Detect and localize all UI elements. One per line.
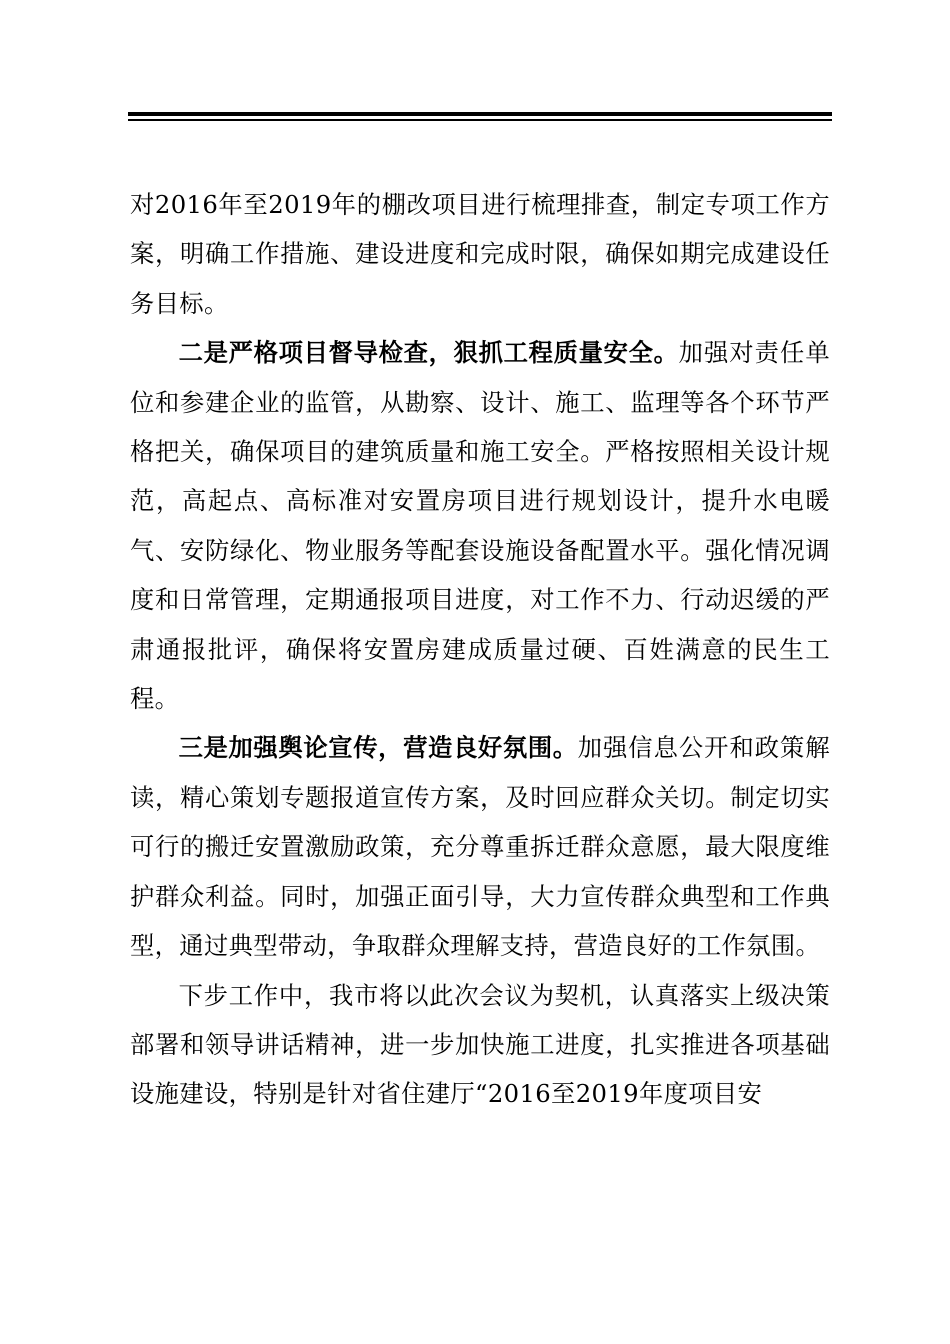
paragraph-text: 加强信息公开和政策解读，精心策划专题报道宣传方案，及时回应群众关切。制定切实可行的搬迁安置激励政策，充分尊重拆迁群众意愿，最大限度维护群众利益。同时，加强正面引导，大力宣传群众典型和工作典型，通过典型带动，争取群众理解支持，营造良好的工作氛围。 bbox=[130, 733, 830, 961]
paragraph-publicity bbox=[130, 723, 830, 970]
header-rule-thick bbox=[128, 112, 832, 116]
paragraph-text: 对2016年至2019年的棚改项目进行梳理排查，制定专项工作方案，明确工作措施、建设进度和完成时限，确保如期完成建设任务目标。 bbox=[130, 190, 830, 318]
paragraph-lead-heading: 三是加强舆论宣传，营造良好氛围。 bbox=[178, 733, 578, 763]
paragraph-text: 加强对责任单位和参建企业的监管，从勘察、设计、施工、监理等各个环节严格把关，确保项目的建筑质量和施工安全。严格按照相关设计规范，高起点、高标准对安置房项目进行规划设计，提升水电暖气、安防绿化、物业服务等配套设施设备配置水平。强化情况调度和日常管理，定期通报项目进度，对工作不力、行动迟缓的严肃通报批评，确保将安置房建成质量过硬、百姓满意的民生工程。 bbox=[130, 338, 830, 714]
paragraph-next-steps bbox=[130, 971, 830, 1119]
paragraph-lead-heading: 二是严格项目督导检查，狠抓工程质量安全。 bbox=[178, 338, 679, 368]
paragraph-text: 下步工作中，我市将以此次会议为契机，认真落实上级决策部署和领导讲话精神，进一步加快施工进度，扎实推进各项基础设施建设，特别是针对省住建厅“2016至2019年度项目安 bbox=[130, 980, 830, 1109]
paragraph-continuation bbox=[130, 180, 830, 328]
paragraph-supervision bbox=[130, 328, 830, 723]
header-rule-thin bbox=[128, 119, 832, 121]
body-text bbox=[130, 180, 830, 1119]
